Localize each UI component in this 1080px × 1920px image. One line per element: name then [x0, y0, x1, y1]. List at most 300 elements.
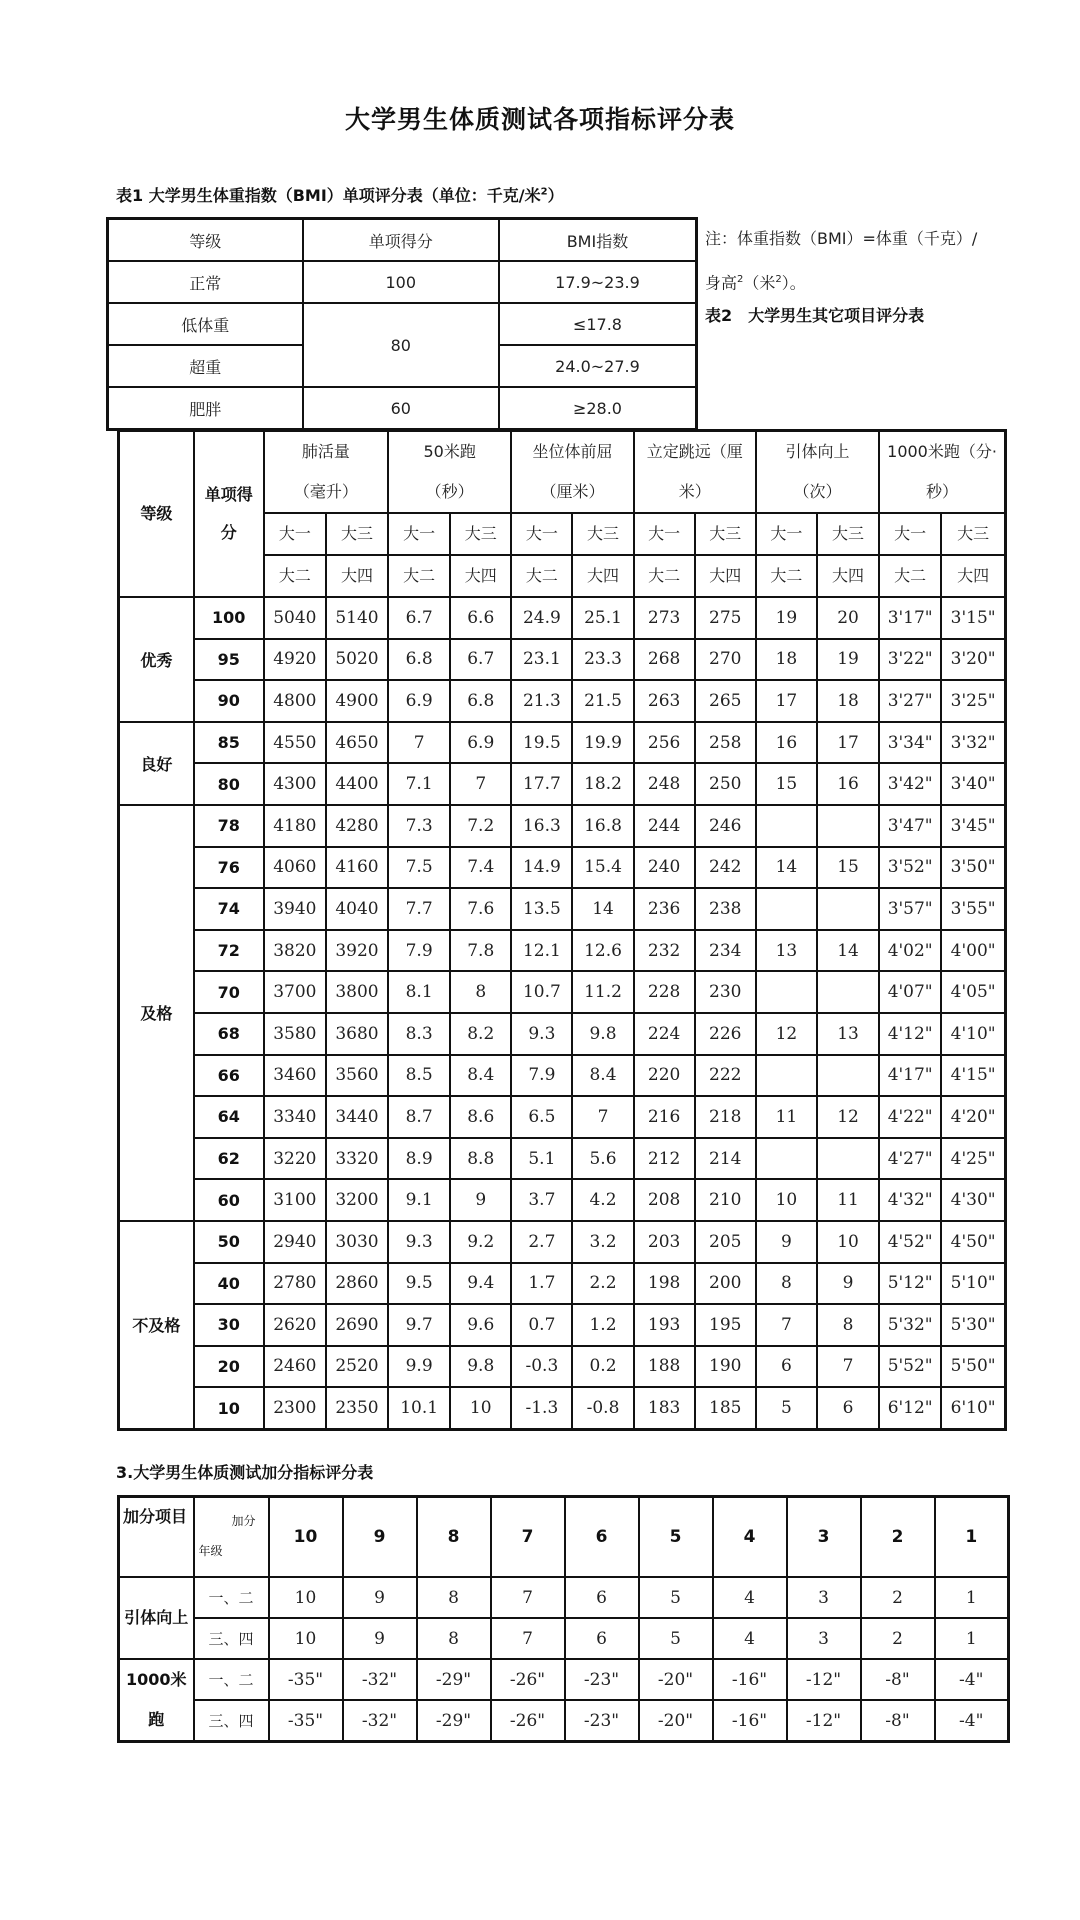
value-cell: 270	[695, 639, 756, 681]
bmi-grade: 正常	[108, 261, 303, 303]
value-cell: 15.4	[572, 847, 633, 889]
bmi-note-line1: 注：体重指数（BMI）=体重（千克）/	[705, 229, 978, 248]
value-cell: 3030	[326, 1221, 388, 1263]
value-cell: 218	[695, 1096, 756, 1138]
value-cell: 10	[450, 1387, 511, 1429]
value-cell: 250	[695, 763, 756, 805]
score-cell: 95	[194, 639, 264, 681]
value-cell: 4920	[264, 639, 326, 681]
value-cell: 275	[695, 597, 756, 639]
value-cell: 263	[634, 680, 695, 722]
value-cell: 4'30"	[941, 1179, 1005, 1221]
value-cell: 3200	[326, 1179, 388, 1221]
corner-grade-label: 年级	[198, 1544, 223, 1558]
value-cell: 6.6	[450, 597, 511, 639]
bmi-value: 17.9~23.9	[499, 261, 697, 303]
value-cell: 23.3	[572, 639, 633, 681]
bonus-value: -35"	[269, 1700, 343, 1742]
value-cell: 4400	[326, 763, 388, 805]
value-cell: 2940	[264, 1221, 326, 1263]
value-cell: 3.7	[511, 1179, 572, 1221]
value-cell	[756, 971, 817, 1013]
value-cell: 11	[817, 1179, 879, 1221]
score-cell: 60	[194, 1179, 264, 1221]
value-cell: 2300	[264, 1387, 326, 1429]
bonus-point-header: 3	[787, 1497, 861, 1578]
value-cell: 3'34"	[879, 722, 941, 764]
value-cell: 8.6	[450, 1096, 511, 1138]
bmi-header-index: BMI指数	[499, 219, 697, 262]
value-cell: 203	[634, 1221, 695, 1263]
bonus-value: -4"	[935, 1659, 1009, 1700]
value-cell	[756, 888, 817, 930]
bonus-point-header: 9	[343, 1497, 417, 1578]
value-cell: 3460	[264, 1055, 326, 1097]
value-cell: 4900	[326, 680, 388, 722]
value-cell: 4'25"	[941, 1138, 1005, 1180]
value-cell: 18	[817, 680, 879, 722]
value-cell: 6.8	[388, 639, 450, 681]
value-cell	[817, 805, 879, 847]
year-label: 大二	[634, 555, 695, 597]
value-cell: 5'12"	[879, 1263, 941, 1305]
value-cell: 5020	[326, 639, 388, 681]
bonus-value: 3	[787, 1618, 861, 1659]
bonus-row	[119, 1700, 1009, 1742]
item-name: 引体向上	[785, 442, 850, 461]
value-cell: 17	[756, 680, 817, 722]
value-cell: 10	[817, 1221, 879, 1263]
score-cell: 76	[194, 847, 264, 889]
value-cell: 0.7	[511, 1304, 572, 1346]
value-cell: 4040	[326, 888, 388, 930]
bonus-row	[119, 1659, 1009, 1700]
header-item	[264, 431, 388, 514]
bmi-grade: 超重	[108, 345, 303, 387]
table3-caption: 3.大学男生体质测试加分指标评分表	[116, 1463, 374, 1482]
bonus-grade: 一、二	[194, 1659, 269, 1700]
table1-caption-text: 表1 大学男生体重指数（BMI）单项评分表（单位：千克/米	[116, 186, 541, 205]
value-cell: 195	[695, 1304, 756, 1346]
value-cell: 9.8	[572, 1013, 633, 1055]
score-cell: 100	[194, 597, 264, 639]
bmi-grade: 低体重	[108, 303, 303, 345]
value-cell: 14	[756, 847, 817, 889]
value-cell: 17.7	[511, 763, 572, 805]
bonus-value: 7	[491, 1577, 565, 1618]
value-cell: 12.6	[572, 930, 633, 972]
value-cell	[817, 1055, 879, 1097]
value-cell: 9	[756, 1221, 817, 1263]
header-item	[511, 431, 633, 514]
value-cell: 8.4	[572, 1055, 633, 1097]
value-cell: 7.4	[450, 847, 511, 889]
bmi-header-row	[108, 219, 697, 262]
header-item	[879, 431, 1005, 514]
score-cell: 20	[194, 1346, 264, 1388]
table-row	[119, 1304, 1006, 1346]
item-unit: 秒）	[926, 482, 959, 501]
value-cell: 222	[695, 1055, 756, 1097]
value-cell: 230	[695, 971, 756, 1013]
value-cell: -0.8	[572, 1387, 633, 1429]
value-cell: 15	[756, 763, 817, 805]
value-cell: 4'50"	[941, 1221, 1005, 1263]
value-cell: 9.7	[388, 1304, 450, 1346]
value-cell: 3680	[326, 1013, 388, 1055]
bmi-value: 24.0~27.9	[499, 345, 697, 387]
value-cell: 6	[817, 1387, 879, 1429]
value-cell: 8.9	[388, 1138, 450, 1180]
value-cell: 9.9	[388, 1346, 450, 1388]
bonus-point-header: 10	[269, 1497, 343, 1578]
bonus-value: 2	[861, 1577, 935, 1618]
header-score: 单项得分	[194, 431, 264, 598]
bonus-point-header: 2	[861, 1497, 935, 1578]
table-row	[119, 763, 1006, 805]
bonus-grade: 一、二	[194, 1577, 269, 1618]
table-row	[119, 847, 1006, 889]
value-cell: 4060	[264, 847, 326, 889]
value-cell: 188	[634, 1346, 695, 1388]
score-cell: 64	[194, 1096, 264, 1138]
value-cell: 273	[634, 597, 695, 639]
bonus-value: -16"	[713, 1700, 787, 1742]
value-cell: 220	[634, 1055, 695, 1097]
value-cell: 3320	[326, 1138, 388, 1180]
table1-caption	[116, 183, 564, 206]
header-row-items	[119, 431, 1006, 514]
value-cell: 7.3	[388, 805, 450, 847]
year-label: 大二	[879, 555, 941, 597]
value-cell: 9.8	[450, 1346, 511, 1388]
year-label: 大四	[817, 555, 879, 597]
value-cell: 3'15"	[941, 597, 1005, 639]
value-cell: 190	[695, 1346, 756, 1388]
value-cell: 232	[634, 930, 695, 972]
value-cell: 4'32"	[879, 1179, 941, 1221]
bmi-grade: 肥胖	[108, 387, 303, 430]
table-row	[119, 971, 1006, 1013]
bonus-value: 3	[787, 1577, 861, 1618]
year-label: 大一	[756, 513, 817, 555]
bmi-value: ≤17.8	[499, 303, 697, 345]
value-cell: 13	[756, 930, 817, 972]
value-cell: 198	[634, 1263, 695, 1305]
table-row	[119, 930, 1006, 972]
grade-cell: 优秀	[119, 597, 194, 722]
bmi-row-underweight	[108, 303, 697, 345]
value-cell: 5140	[326, 597, 388, 639]
value-cell: 5'52"	[879, 1346, 941, 1388]
bonus-value: 5	[639, 1577, 713, 1618]
bonus-header-row	[119, 1497, 1009, 1578]
value-cell: 210	[695, 1179, 756, 1221]
table-row	[119, 722, 1006, 764]
value-cell: 2780	[264, 1263, 326, 1305]
value-cell: 240	[634, 847, 695, 889]
value-cell: 3440	[326, 1096, 388, 1138]
bonus-grade: 三、四	[194, 1700, 269, 1742]
value-cell: 5.1	[511, 1138, 572, 1180]
value-cell: 4'22"	[879, 1096, 941, 1138]
bonus-value: 5	[639, 1618, 713, 1659]
item-name: 1000米跑（分·	[887, 442, 997, 461]
value-cell: 4'00"	[941, 930, 1005, 972]
score-cell: 72	[194, 930, 264, 972]
bonus-value: -4"	[935, 1700, 1009, 1742]
score-cell: 70	[194, 971, 264, 1013]
bonus-value: 1	[935, 1577, 1009, 1618]
value-cell: 224	[634, 1013, 695, 1055]
value-cell: 5	[756, 1387, 817, 1429]
table1-caption-end: ）	[547, 186, 564, 205]
value-cell: 9	[817, 1263, 879, 1305]
value-cell: 4'10"	[941, 1013, 1005, 1055]
table-row	[119, 1096, 1006, 1138]
value-cell: 2.7	[511, 1221, 572, 1263]
value-cell: 3580	[264, 1013, 326, 1055]
bmi-row-obese	[108, 387, 697, 430]
value-cell: 3'47"	[879, 805, 941, 847]
value-cell: 5.6	[572, 1138, 633, 1180]
value-cell: 3'22"	[879, 639, 941, 681]
table-row	[119, 1387, 1006, 1429]
scoring-table	[117, 429, 1007, 1431]
value-cell: 3'45"	[941, 805, 1005, 847]
value-cell: 4'17"	[879, 1055, 941, 1097]
item-name: 坐位体前屈	[532, 442, 613, 461]
value-cell: 10.7	[511, 971, 572, 1013]
value-cell: 4'20"	[941, 1096, 1005, 1138]
year-label: 大三	[941, 513, 1005, 555]
note-sup: 2	[775, 274, 782, 285]
value-cell: 3340	[264, 1096, 326, 1138]
value-cell: 4180	[264, 805, 326, 847]
item-name: 50米跑	[423, 442, 476, 461]
score-cell: 30	[194, 1304, 264, 1346]
year-label: 大三	[450, 513, 511, 555]
value-cell: 19	[756, 597, 817, 639]
year-label: 大三	[817, 513, 879, 555]
score-cell: 66	[194, 1055, 264, 1097]
value-cell: 19	[817, 639, 879, 681]
value-cell: 4'15"	[941, 1055, 1005, 1097]
value-cell	[817, 1138, 879, 1180]
table-row	[119, 1013, 1006, 1055]
bonus-item-name: 引体向上	[119, 1577, 194, 1659]
item-unit: （秒）	[425, 482, 474, 501]
bonus-point-header: 1	[935, 1497, 1009, 1578]
bonus-value: 9	[343, 1577, 417, 1618]
value-cell: 19.5	[511, 722, 572, 764]
value-cell: 7.9	[388, 930, 450, 972]
value-cell: 7	[756, 1304, 817, 1346]
value-cell: 1.2	[572, 1304, 633, 1346]
value-cell: 3100	[264, 1179, 326, 1221]
bonus-value: -20"	[639, 1659, 713, 1700]
table1-caption-sup: 2	[540, 186, 548, 198]
table-row	[119, 1138, 1006, 1180]
value-cell: 12.1	[511, 930, 572, 972]
value-cell: 9.1	[388, 1179, 450, 1221]
value-cell: 6.8	[450, 680, 511, 722]
value-cell: 8.3	[388, 1013, 450, 1055]
bonus-value: -8"	[861, 1700, 935, 1742]
value-cell: 1.7	[511, 1263, 572, 1305]
score-cell: 10	[194, 1387, 264, 1429]
bonus-table	[117, 1495, 1010, 1743]
value-cell: 7	[388, 722, 450, 764]
table-row	[119, 680, 1006, 722]
value-cell: -0.3	[511, 1346, 572, 1388]
value-cell: 23.1	[511, 639, 572, 681]
year-label: 大四	[695, 555, 756, 597]
value-cell: 268	[634, 639, 695, 681]
value-cell: 7.1	[388, 763, 450, 805]
value-cell: 2520	[326, 1346, 388, 1388]
value-cell: 6.7	[450, 639, 511, 681]
bonus-value: -26"	[491, 1700, 565, 1742]
value-cell: 4'07"	[879, 971, 941, 1013]
year-label: 大二	[264, 555, 326, 597]
value-cell: 4160	[326, 847, 388, 889]
value-cell: 17	[817, 722, 879, 764]
value-cell: 3'57"	[879, 888, 941, 930]
value-cell: 8	[756, 1263, 817, 1305]
value-cell: 228	[634, 971, 695, 1013]
bonus-grade: 三、四	[194, 1618, 269, 1659]
value-cell: 3'40"	[941, 763, 1005, 805]
value-cell	[756, 1055, 817, 1097]
value-cell: 19.9	[572, 722, 633, 764]
table-row	[119, 1263, 1006, 1305]
value-cell: 9.5	[388, 1263, 450, 1305]
value-cell: -1.3	[511, 1387, 572, 1429]
bonus-value: -12"	[787, 1659, 861, 1700]
value-cell: 226	[695, 1013, 756, 1055]
value-cell: 12	[756, 1013, 817, 1055]
value-cell: 6.7	[388, 597, 450, 639]
value-cell: 3'52"	[879, 847, 941, 889]
bmi-row-normal	[108, 261, 697, 303]
bonus-value: 6	[565, 1577, 639, 1618]
bonus-value: -35"	[269, 1659, 343, 1700]
bonus-value: -8"	[861, 1659, 935, 1700]
grade-cell: 及格	[119, 805, 194, 1221]
value-cell: 2620	[264, 1304, 326, 1346]
value-cell: 8.7	[388, 1096, 450, 1138]
value-cell: 265	[695, 680, 756, 722]
value-cell: 3700	[264, 971, 326, 1013]
item-unit: 米）	[678, 482, 711, 501]
value-cell: 0.2	[572, 1346, 633, 1388]
value-cell: 20	[817, 597, 879, 639]
value-cell: 5'50"	[941, 1346, 1005, 1388]
score-cell: 50	[194, 1221, 264, 1263]
value-cell: 193	[634, 1304, 695, 1346]
score-cell: 40	[194, 1263, 264, 1305]
item-unit: （厘米）	[540, 482, 605, 501]
bonus-value: -20"	[639, 1700, 713, 1742]
value-cell: 4'52"	[879, 1221, 941, 1263]
value-cell: 7	[450, 763, 511, 805]
table-row	[119, 1221, 1006, 1263]
value-cell: 5'30"	[941, 1304, 1005, 1346]
table-row	[119, 805, 1006, 847]
value-cell: 183	[634, 1387, 695, 1429]
item-name: 立定跳远（厘	[646, 442, 743, 461]
score-cell: 90	[194, 680, 264, 722]
bmi-table	[106, 217, 698, 431]
score-cell: 68	[194, 1013, 264, 1055]
note-text: ）。	[781, 273, 806, 293]
table-row	[119, 1346, 1006, 1388]
value-cell: 14	[572, 888, 633, 930]
value-cell: 3.2	[572, 1221, 633, 1263]
value-cell: 3'27"	[879, 680, 941, 722]
value-cell: 4300	[264, 763, 326, 805]
value-cell: 2350	[326, 1387, 388, 1429]
bonus-value: 9	[343, 1618, 417, 1659]
value-cell: 10	[756, 1179, 817, 1221]
bonus-value: 8	[417, 1577, 491, 1618]
item-unit: （毫升）	[293, 482, 358, 501]
bonus-row	[119, 1618, 1009, 1659]
value-cell: 7.8	[450, 930, 511, 972]
value-cell: 4.2	[572, 1179, 633, 1221]
value-cell: 214	[695, 1138, 756, 1180]
value-cell: 9.6	[450, 1304, 511, 1346]
value-cell: 2460	[264, 1346, 326, 1388]
item-name: 肺活量	[301, 442, 350, 461]
year-label: 大四	[450, 555, 511, 597]
value-cell: 24.9	[511, 597, 572, 639]
value-cell: 21.5	[572, 680, 633, 722]
value-cell: 2860	[326, 1263, 388, 1305]
bonus-value: 4	[713, 1577, 787, 1618]
bonus-value: -29"	[417, 1659, 491, 1700]
bonus-value: -16"	[713, 1659, 787, 1700]
value-cell: 3940	[264, 888, 326, 930]
value-cell: 16.3	[511, 805, 572, 847]
grade-cell: 良好	[119, 722, 194, 805]
bonus-value: -26"	[491, 1659, 565, 1700]
value-cell: 6.9	[450, 722, 511, 764]
year-label: 大一	[388, 513, 450, 555]
grade-cell: 不及格	[119, 1221, 194, 1429]
value-cell	[756, 805, 817, 847]
table-row	[119, 888, 1006, 930]
value-cell: 8	[817, 1304, 879, 1346]
year-label: 大一	[634, 513, 695, 555]
value-cell: 4650	[326, 722, 388, 764]
bonus-point-header: 8	[417, 1497, 491, 1578]
bonus-value: 10	[269, 1577, 343, 1618]
value-cell: 234	[695, 930, 756, 972]
bonus-value: -32"	[343, 1700, 417, 1742]
bonus-value: -12"	[787, 1700, 861, 1742]
corner-points-label: 加分	[231, 1514, 256, 1528]
value-cell: 238	[695, 888, 756, 930]
value-cell: 16.8	[572, 805, 633, 847]
value-cell: 6.9	[388, 680, 450, 722]
bmi-score: 60	[303, 387, 499, 430]
value-cell: 7.5	[388, 847, 450, 889]
note-text: 身高	[705, 273, 738, 293]
value-cell: 200	[695, 1263, 756, 1305]
value-cell: 5'10"	[941, 1263, 1005, 1305]
